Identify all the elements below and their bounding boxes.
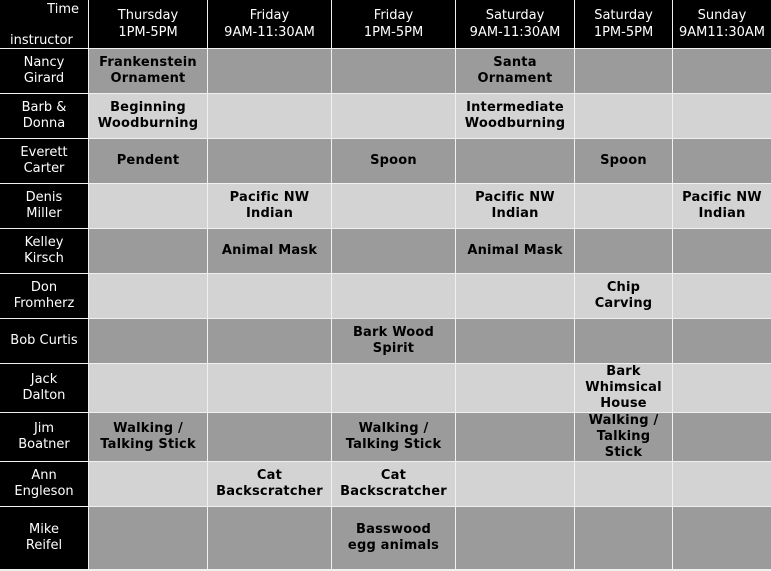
class-cell: Chip Carving [575, 274, 672, 318]
class-cell [89, 184, 207, 228]
class-cell [673, 413, 771, 461]
class-cell [332, 229, 455, 273]
instructor-name: Ann Engleson [0, 462, 88, 506]
class-cell [208, 139, 331, 183]
class-cell [673, 49, 771, 93]
class-cell [332, 94, 455, 138]
class-cell [208, 274, 331, 318]
class-cell: Pendent [89, 139, 207, 183]
header-corner [0, 0, 88, 48]
class-cell [575, 319, 672, 363]
instructor-name: Everett Carter [0, 139, 88, 183]
class-cell: Spoon [332, 139, 455, 183]
class-cell [89, 364, 207, 412]
class-cell: Animal Mask [456, 229, 574, 273]
class-cell [208, 319, 331, 363]
class-cell [208, 507, 331, 569]
class-cell [456, 507, 574, 569]
class-cell [456, 319, 574, 363]
time-label: Time [47, 2, 79, 17]
class-cell [332, 274, 455, 318]
column-header: Friday 9AM-11:30AM [208, 0, 331, 48]
class-cell [673, 229, 771, 273]
class-cell [575, 184, 672, 228]
class-cell: Animal Mask [208, 229, 331, 273]
class-cell: Pacific NW Indian [456, 184, 574, 228]
class-cell: Pacific NW Indian [673, 184, 771, 228]
class-cell: Frankenstein Ornament [89, 49, 207, 93]
class-cell: Cat Backscratcher [332, 462, 455, 506]
class-cell [208, 413, 331, 461]
class-cell: Santa Ornament [456, 49, 574, 93]
instructor-name: Denis Miller [0, 184, 88, 228]
column-header: Sunday 9AM11:30AM [673, 0, 771, 48]
column-header: Saturday 1PM-5PM [575, 0, 672, 48]
class-cell [673, 364, 771, 412]
class-cell [332, 184, 455, 228]
instructor-label: instructor [10, 33, 73, 48]
class-cell [673, 274, 771, 318]
class-cell [208, 94, 331, 138]
instructor-name: Nancy Girard [0, 49, 88, 93]
class-cell [575, 229, 672, 273]
class-cell [89, 319, 207, 363]
class-cell: Walking / Talking Stick [89, 413, 207, 461]
class-cell: Bark Whimsical House [575, 364, 672, 412]
column-header: Saturday 9AM-11:30AM [456, 0, 574, 48]
class-cell: Beginning Woodburning [89, 94, 207, 138]
column-header: Friday 1PM-5PM [332, 0, 455, 48]
class-cell [575, 94, 672, 138]
instructor-name: Mike Reifel [0, 507, 88, 569]
instructor-name: Jack Dalton [0, 364, 88, 412]
class-cell [673, 94, 771, 138]
class-cell [332, 49, 455, 93]
class-cell [575, 507, 672, 569]
class-cell: Bark Wood Spirit [332, 319, 455, 363]
class-cell: Intermediate Woodburning [456, 94, 574, 138]
class-cell: Spoon [575, 139, 672, 183]
class-cell [575, 462, 672, 506]
class-cell [673, 139, 771, 183]
class-cell [673, 507, 771, 569]
class-cell [456, 462, 574, 506]
class-cell [456, 364, 574, 412]
class-cell [456, 274, 574, 318]
class-cell [673, 319, 771, 363]
class-cell [208, 364, 331, 412]
class-cell [575, 49, 672, 93]
instructor-name: Don Fromherz [0, 274, 88, 318]
column-header: Thursday 1PM-5PM [89, 0, 207, 48]
class-cell: Walking / Talking Stick [575, 413, 672, 461]
class-cell [89, 462, 207, 506]
instructor-name: Kelley Kirsch [0, 229, 88, 273]
class-cell: Cat Backscratcher [208, 462, 331, 506]
instructor-name: Bob Curtis [0, 319, 88, 363]
class-cell [673, 462, 771, 506]
class-cell [332, 364, 455, 412]
class-cell [89, 274, 207, 318]
class-cell [456, 139, 574, 183]
instructor-name: Jim Boatner [0, 413, 88, 461]
class-cell: Basswood egg animals [332, 507, 455, 569]
class-cell [89, 507, 207, 569]
class-cell: Pacific NW Indian [208, 184, 331, 228]
class-cell: Walking / Talking Stick [332, 413, 455, 461]
instructor-name: Barb & Donna [0, 94, 88, 138]
class-cell [89, 229, 207, 273]
class-cell [456, 413, 574, 461]
class-cell [208, 49, 331, 93]
